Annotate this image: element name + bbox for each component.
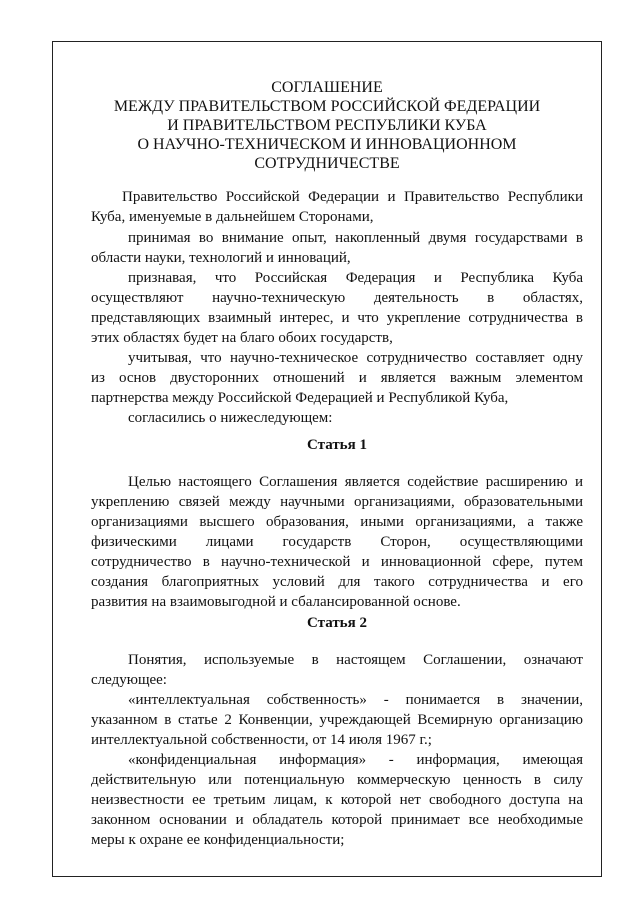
preamble-line: осуществляют научно-техническую деятельность в областях, xyxy=(91,290,583,306)
preamble-line: партнерства между Российской Федерацией и Республикой Куба, xyxy=(91,390,509,406)
article-2-line: интеллектуальной собственности, от 14 июля 1967 г.; xyxy=(91,732,432,748)
preamble-line: учитывая, что научно-техническое сотрудничество составляет одну xyxy=(128,350,583,366)
article-1-line: укреплению связей между научными организациями, образовательными xyxy=(91,494,583,510)
article-1-line: организациями высшего образования, иными организациями, а также xyxy=(91,514,583,530)
article-1-line: сотрудничество в научно-технической и инновационной сфере, путем xyxy=(91,554,583,570)
preamble-line: представляющих взаимный интерес, и что укрепление сотрудничества в xyxy=(91,310,583,326)
article-1-line: создания благоприятных условий для такого сотрудничества и его xyxy=(91,574,583,590)
title-line: МЕЖДУ ПРАВИТЕЛЬСТВОМ РОССИЙСКОЙ ФЕДЕРАЦИИ xyxy=(113,98,541,115)
preamble-line: из основ двусторонних отношений и является важным элементом xyxy=(91,370,583,386)
preamble-line: Куба, именуемые в дальнейшем Сторонами, xyxy=(91,209,374,225)
article-1-line: физическими лицами государств Сторон, осуществляющими xyxy=(91,534,583,550)
article-1-heading: Статья 1 xyxy=(307,437,367,453)
preamble-line: этих областях будет на благо обоих государств, xyxy=(91,330,393,346)
article-2-line: действительную или потенциальную коммерческую ценность в силу xyxy=(91,772,583,788)
article-2-heading: Статья 2 xyxy=(307,615,367,631)
article-2-line: неизвестности ее третьим лицам, к которой нет свободного доступа на xyxy=(91,792,583,808)
preamble-line: согласились о нижеследующем: xyxy=(128,410,333,426)
preamble-line: признавая, что Российская Федерация и Республика Куба xyxy=(128,270,583,286)
article-2-line: «конфиденциальная информация» - информация, имеющая xyxy=(128,752,583,768)
article-2-line: законном основании и обладатель которой принимает все необходимые xyxy=(91,812,583,828)
article-1-line: развития на взаимовыгодной и сбалансированной основе. xyxy=(91,594,461,610)
article-2-line: указанном в статье 2 Конвенции, учреждающей Всемирную организацию xyxy=(91,712,583,728)
article-2-line: следующее: xyxy=(91,672,167,688)
title-line: СОГЛАШЕНИЕ xyxy=(271,79,383,96)
title-line: И ПРАВИТЕЛЬСТВОМ РЕСПУБЛИКИ КУБА xyxy=(167,117,487,134)
article-1-line: Целью настоящего Соглашения является содействие расширению и xyxy=(128,474,583,490)
article-2-line: Понятия, используемые в настоящем Соглашении, означают xyxy=(128,652,583,668)
title-line: СОТРУДНИЧЕСТВЕ xyxy=(254,155,400,172)
preamble-line: области науки, технологий и инноваций, xyxy=(91,250,351,266)
article-2-line: меры к охране ее конфиденциальности; xyxy=(91,832,345,848)
article-2-line: «интеллектуальная собственность» - понимается в значении, xyxy=(128,692,583,708)
preamble-line: Правительство Российской Федерации и Правительство Республики xyxy=(122,189,583,205)
preamble-line: принимая во внимание опыт, накопленный двумя государствами в xyxy=(128,230,583,246)
document-title xyxy=(60,78,594,173)
title-line: О НАУЧНО-ТЕХНИЧЕСКОМ И ИННОВАЦИОННОМ xyxy=(137,136,517,153)
